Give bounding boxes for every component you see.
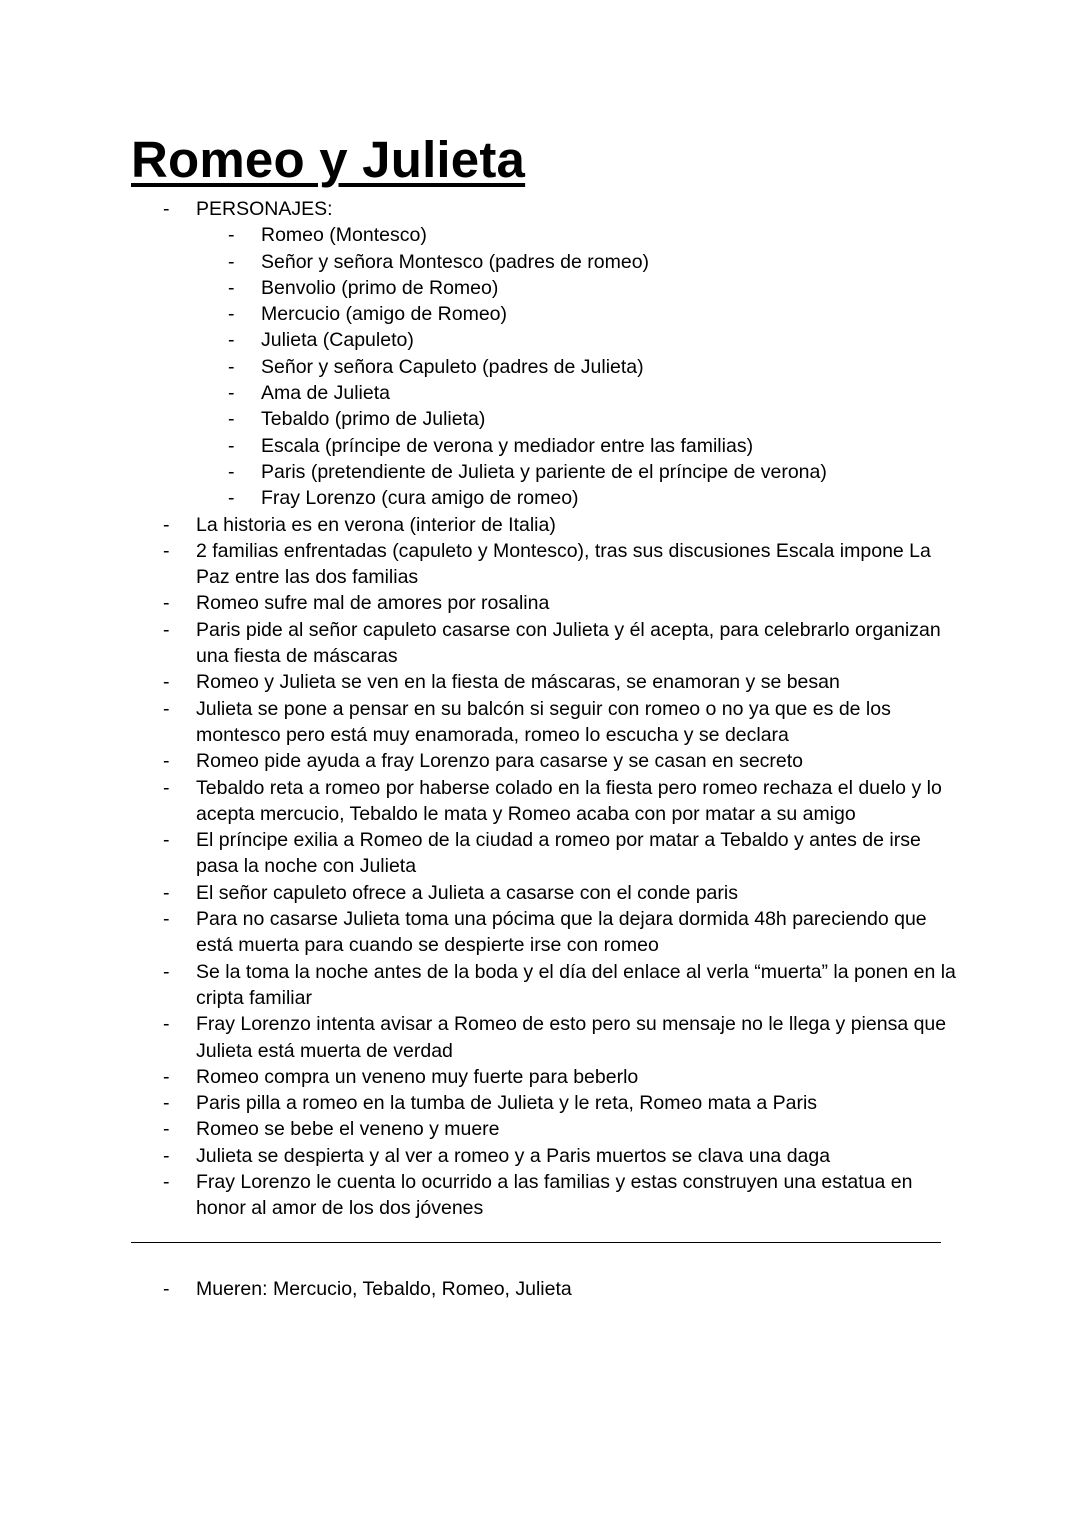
event-text: Se la toma la noche antes de la boda y el día del enlace al verla “muerta” la ponen en la cripta familiar	[196, 960, 956, 1009]
character-text: Ama de Julieta	[261, 382, 390, 405]
event-item	[0, 775, 956, 828]
event-item	[0, 906, 956, 959]
list-item-personajes	[0, 196, 956, 222]
bullet-dash: -	[163, 1013, 170, 1036]
bullet-dash: -	[163, 1065, 170, 1088]
bullet-dash: -	[163, 829, 170, 852]
bullet-dash: -	[163, 697, 170, 720]
bullet-dash: -	[163, 1144, 170, 1167]
deaths-text: Mueren: Mercucio, Tebaldo, Romeo, Julieta	[196, 1278, 572, 1300]
event-item	[0, 696, 956, 749]
bullet-dash: -	[163, 881, 170, 904]
bullet-dash: -	[163, 671, 170, 694]
character-item	[0, 459, 951, 485]
bullet-dash: -	[163, 908, 170, 931]
event-text: Romeo compra un veneno muy fuerte para beberlo	[196, 1065, 639, 1088]
character-text: Benvolio (primo de Romeo)	[261, 276, 499, 299]
bullet-dash: -	[228, 355, 235, 378]
event-text: La historia es en verona (interior de Italia)	[196, 513, 556, 536]
event-item	[0, 827, 956, 880]
bullet-dash: -	[163, 1170, 170, 1193]
character-text: Escala (príncipe de verona y mediador entre las familias)	[261, 434, 754, 457]
event-item	[0, 669, 956, 695]
character-item	[0, 354, 951, 380]
event-item	[0, 748, 956, 774]
event-text: Julieta se despierta y al ver a romeo y a Paris muertos se clava una daga	[196, 1144, 831, 1167]
bullet-dash: -	[163, 618, 170, 641]
bullet-dash: -	[228, 276, 235, 299]
document-title: Romeo y Julieta	[131, 131, 526, 188]
event-item	[0, 959, 956, 1012]
bullet-dash: -	[163, 513, 170, 536]
bullet-dash: -	[163, 1092, 170, 1115]
event-item	[0, 1011, 956, 1064]
event-item	[0, 512, 956, 538]
character-text: Julieta (Capuleto)	[261, 329, 414, 352]
event-text: Paris pilla a romeo en la tumba de Julieta y le reta, Romeo mata a Paris	[196, 1092, 818, 1115]
bullet-dash: -	[163, 776, 170, 799]
bullet-dash: -	[228, 303, 235, 326]
bullet-dash: -	[163, 750, 170, 773]
event-text: Para no casarse Julieta toma una pócima que la dejara dormida 48h pareciendo que está muerta para cuando se despierte irse con romeo	[196, 908, 927, 957]
event-item	[0, 1143, 956, 1169]
character-item	[0, 301, 951, 327]
personajes-heading: PERSONAJES:	[196, 198, 333, 220]
event-text: El señor capuleto ofrece a Julieta a casarse con el conde paris	[196, 881, 738, 904]
bullet-dash: -	[163, 198, 170, 220]
event-text: Romeo y Julieta se ven en la fiesta de máscaras, se enamoran y se besan	[196, 671, 840, 694]
character-text: Fray Lorenzo (cura amigo de romeo)	[261, 487, 579, 510]
character-item	[0, 433, 951, 459]
bullet-dash: -	[228, 329, 235, 352]
character-item	[0, 406, 951, 432]
character-item	[0, 485, 951, 511]
bullet-dash: -	[163, 592, 170, 615]
event-text: Paris pide al señor capuleto casarse con Julieta y él acepta, para celebrarlo organizan una fiesta de máscaras	[196, 618, 941, 668]
event-text: Julieta se pone a pensar en su balcón si seguir con romeo o no ya que es de los montesco pero está muy enamorada, romeo lo escucha y se declara	[196, 697, 891, 746]
bullet-dash: -	[228, 408, 235, 431]
bullet-dash: -	[228, 382, 235, 405]
event-text: Romeo pide ayuda a fray Lorenzo para casarse y se casan en secreto	[196, 750, 804, 773]
event-text: Fray Lorenzo le cuenta lo ocurrido a las familias y estas construyen una estatua en honor al amor de los dos jóvenes	[196, 1170, 913, 1220]
character-text: Señor y señora Capuleto (padres de Julieta)	[261, 355, 644, 378]
event-text: 2 familias enfrentadas (capuleto y Montesco), tras sus discusiones Escala impone La Paz entre las dos familias	[196, 539, 931, 589]
event-item	[0, 1064, 956, 1090]
character-item	[0, 249, 951, 275]
character-item	[0, 275, 951, 301]
character-text: Tebaldo (primo de Julieta)	[261, 408, 486, 431]
character-item	[0, 380, 951, 406]
bullet-dash: -	[163, 539, 170, 562]
event-item	[0, 617, 956, 670]
notes-list	[0, 196, 1080, 1222]
bullet-dash: -	[228, 250, 235, 273]
event-item	[0, 538, 956, 591]
bullet-dash: -	[163, 1278, 170, 1300]
event-text: Fray Lorenzo intenta avisar a Romeo de esto pero su mensaje no le llega y piensa que Julieta está muerta de verdad	[196, 1013, 947, 1062]
character-item	[0, 222, 951, 248]
event-item	[0, 1169, 956, 1222]
event-item	[0, 1090, 956, 1116]
event-item	[0, 880, 956, 906]
bullet-dash: -	[163, 1118, 170, 1141]
bullet-dash: -	[228, 460, 235, 483]
character-text: Romeo (Montesco)	[261, 224, 427, 247]
event-text: Tebaldo reta a romeo por haberse colado en la fiesta pero romeo rechaza el duelo y lo acepta mercucio, Tebaldo le mata y Romeo acaba con por matar a su amigo	[196, 776, 942, 825]
character-text: Mercucio (amigo de Romeo)	[261, 303, 508, 326]
bullet-dash: -	[228, 434, 235, 457]
event-text: Romeo se bebe el veneno y muere	[196, 1118, 500, 1141]
bullet-dash: -	[163, 960, 170, 983]
bullet-dash: -	[228, 487, 235, 510]
character-text: Paris (pretendiente de Julieta y pariente de el príncipe de verona)	[261, 460, 827, 483]
event-text: Romeo sufre mal de amores por rosalina	[196, 592, 550, 615]
character-text: Señor y señora Montesco (padres de romeo)	[261, 250, 650, 273]
event-item	[0, 1116, 956, 1142]
event-text: El príncipe exilia a Romeo de la ciudad a romeo por matar a Tebaldo y antes de irse pasa la noche con Julieta	[196, 829, 921, 878]
deaths-list	[0, 1276, 1080, 1302]
deaths-item	[0, 1276, 956, 1302]
bullet-dash: -	[228, 224, 235, 247]
character-item	[0, 327, 951, 353]
event-item	[0, 590, 956, 616]
horizontal-divider	[131, 1242, 941, 1243]
